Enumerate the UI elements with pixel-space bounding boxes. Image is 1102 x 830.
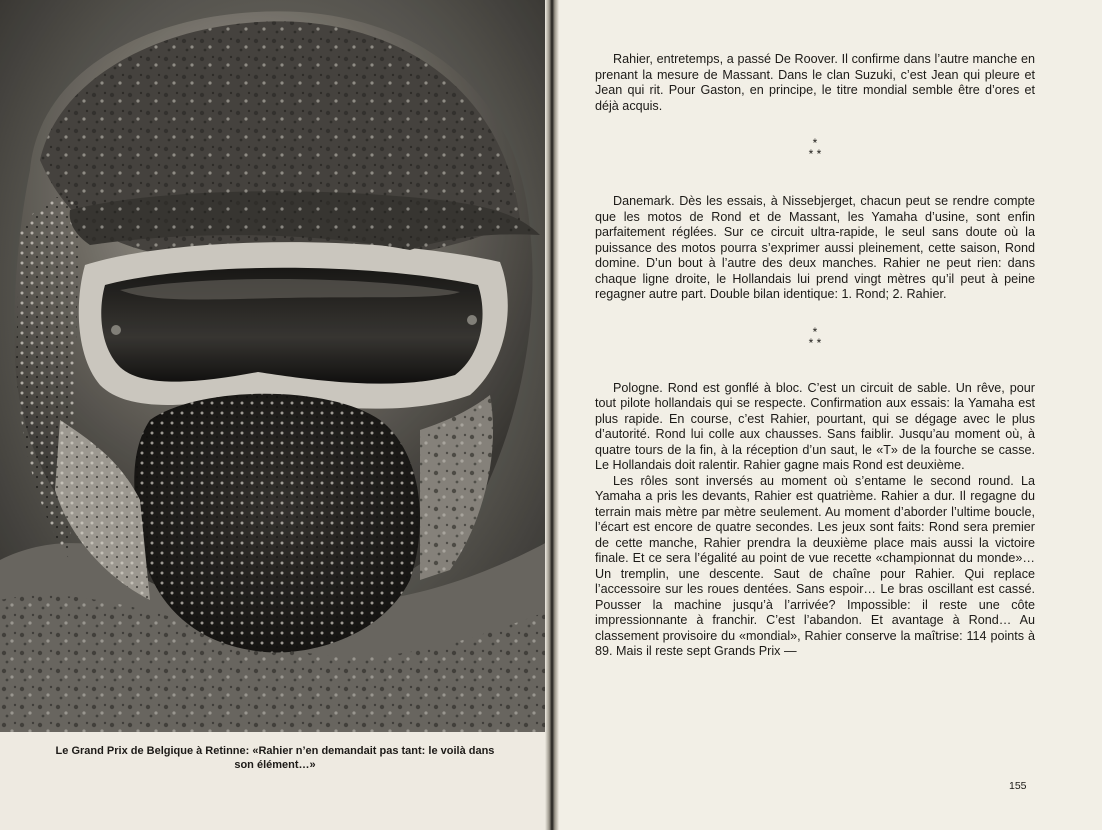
paragraph-rahier-entretemps: Rahier, entretemps, a passé De Roover. Il confirme dans l’autre manche en prenant la mesure de Massant. Dans le clan Suzuki, c’est Jean qui pleure et Jean qui rit. Pour Gaston, en principe, le titre mondial semble être d’ores et déjà acquis. [595, 52, 1035, 113]
caption-line-2: son élément…» [234, 759, 316, 771]
photo-caption [40, 744, 510, 772]
paragraph-roles-inverses: Les rôles sont inversés au moment où s’entame le second round. La Yamaha a pris les devants, Rahier est quatrième. Rahier a dur. Il regagne du terrain mais mètre par mètre seulement. Au moment d’aborder l’ultime boucle, l’écart est encore de quatre secondes. Les jeux sont faits: Rond sera premier de cette manche, Rahier prendra la deuxième place mais aussi la victoire finale. Et ce sera l’égalité au point de vue recette «championnat du monde»… Un tremplin, une descente. Saut de chaîne pour Rahier. Qui replace l’accessoire sur les roues dentées. Sans espoir… Le bras oscillant est cassé. Pousser la machine jusqu’à l’arrivée? Impossible: il reste une côte impressionnante à franchir. C’est l’abandon. Et avantage à Rond… Au classement provisoire du «mondial», Rahier conserve la maîtrise: 114 points à 89. Mais il reste sept Grands Prix — [595, 473, 1035, 658]
caption-line-1: Le Grand Prix de Belgique à Retinne: «Rahier n’en demandait pas tant: le voilà dans [55, 745, 495, 757]
book-gutter [545, 0, 559, 830]
asterism-bottom: * * [808, 147, 822, 161]
rider-helmet-image [0, 0, 551, 732]
asterism-separator-1 [595, 138, 1035, 160]
paragraph-pologne: Pologne. Rond est gonflé à bloc. C’est un circuit de sable. Un rêve, pour tout pilote hollandais qui se respecte. Confirmation aux essais: la Yamaha est plus rapide. En course, c’est Rahier, pourtant, qui se dégage avec le plus d’autorité. Rond lui colle aux chausses. Sans faiblir. Jusqu’au moment où, à quatre tours de la fin, à la réception d’un saut, le «T» de la fourche se casse. Le Hollandais doit ralentir. Rahier gagne mais Rond est deuxième. [595, 380, 1035, 472]
right-page [559, 0, 1102, 830]
asterism-separator-2 [595, 324, 1035, 350]
page-number: 155 [1009, 780, 1027, 792]
asterism-bottom: * * [808, 335, 822, 350]
paragraph-danemark: Danemark. Dès les essais, à Nissebjerget, chacun peut se rendre compte que les motos de Rond et de Massant, les Yamaha d’usine, sont enfin parfaitement réglées. Sur ce circuit ultra-rapide, le seul sans doute où la puissance des motos pourra s’exprimer aussi pleinement, cette saison, Rond domine. D’un bout à l’autre des deux manches. Rahier ne peut rien: dans chaque ligne droite, le Hollandais lui prend vingt mètres qu’il peut à peine regagner autre part. Double bilan identique: 1. Rond; 2. Rahier. [595, 194, 1035, 301]
motocross-rider-photo [0, 0, 551, 732]
asterism-top: * [812, 136, 818, 150]
text-column [595, 52, 1035, 660]
asterism-top: * [812, 324, 818, 339]
